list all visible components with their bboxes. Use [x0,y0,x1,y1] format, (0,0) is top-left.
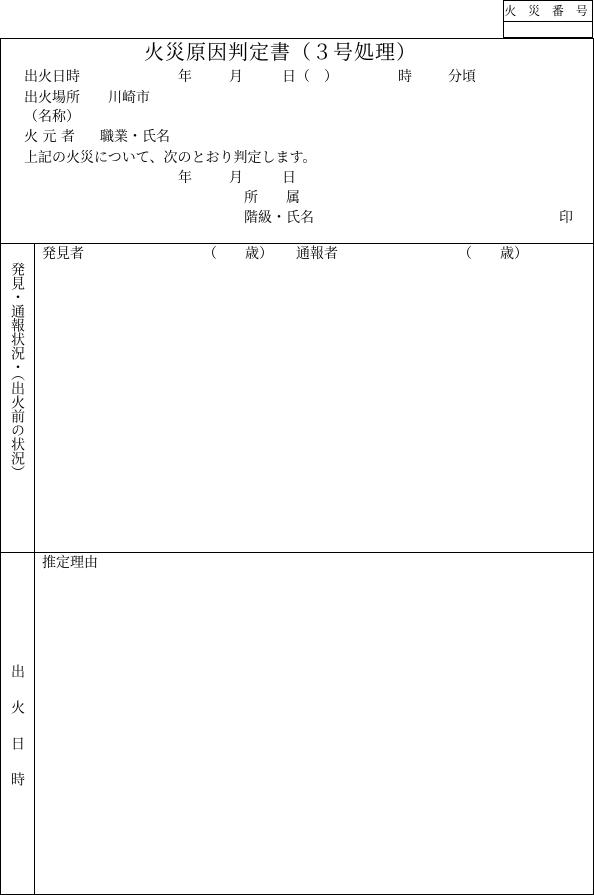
frame-mid-line [0,243,594,244]
statement-text: 上記の火災について、次のとおり判定します。 [24,150,317,166]
seal-label: 印 [559,210,573,226]
occupation-name-label: 職業・氏名 [100,129,170,145]
frame-lower-line [0,552,594,553]
reporter-label: 通報者 [296,246,338,262]
reporter-age: （ 歳） [458,246,528,262]
frame-left-line [0,38,1,895]
reason-side-label: 出火日時 [9,664,25,808]
hour-label: 時 [398,69,412,85]
year-label: 年 [178,69,192,85]
outbreak-place-label: 出火場所 [24,90,80,106]
discoverer-age: （ 歳） [203,246,273,262]
fire-number-label: 火 災 番 号 [504,1,592,22]
day-label: 日（ ） [282,69,338,85]
frame-top-line [0,38,594,39]
city-value: 川崎市 [108,90,150,106]
discoverer-label: 発見者 [42,246,84,262]
minute-label: 分頃 [448,69,476,85]
judgment-year-label: 年 [178,170,192,186]
document-title: 火災原因判定書（３号処理） [144,40,417,64]
outbreak-datetime-label: 出火日時 [24,69,80,85]
judgment-month-label: 月 [229,170,243,186]
origin-person-label: 火 元 者 [24,129,75,145]
rank-name-label: 階級・氏名 [244,210,314,226]
discovery-side-label: 発見・通報状況・（出火前の状況） [9,262,25,479]
facility-name-label: （名称） [24,109,80,125]
fire-number-box [503,0,593,38]
affiliation-label: 所 属 [244,190,300,206]
judgment-day-label: 日 [282,170,296,186]
month-label: 月 [229,69,243,85]
label-column-divider [34,243,35,895]
reason-label: 推定理由 [42,555,98,571]
